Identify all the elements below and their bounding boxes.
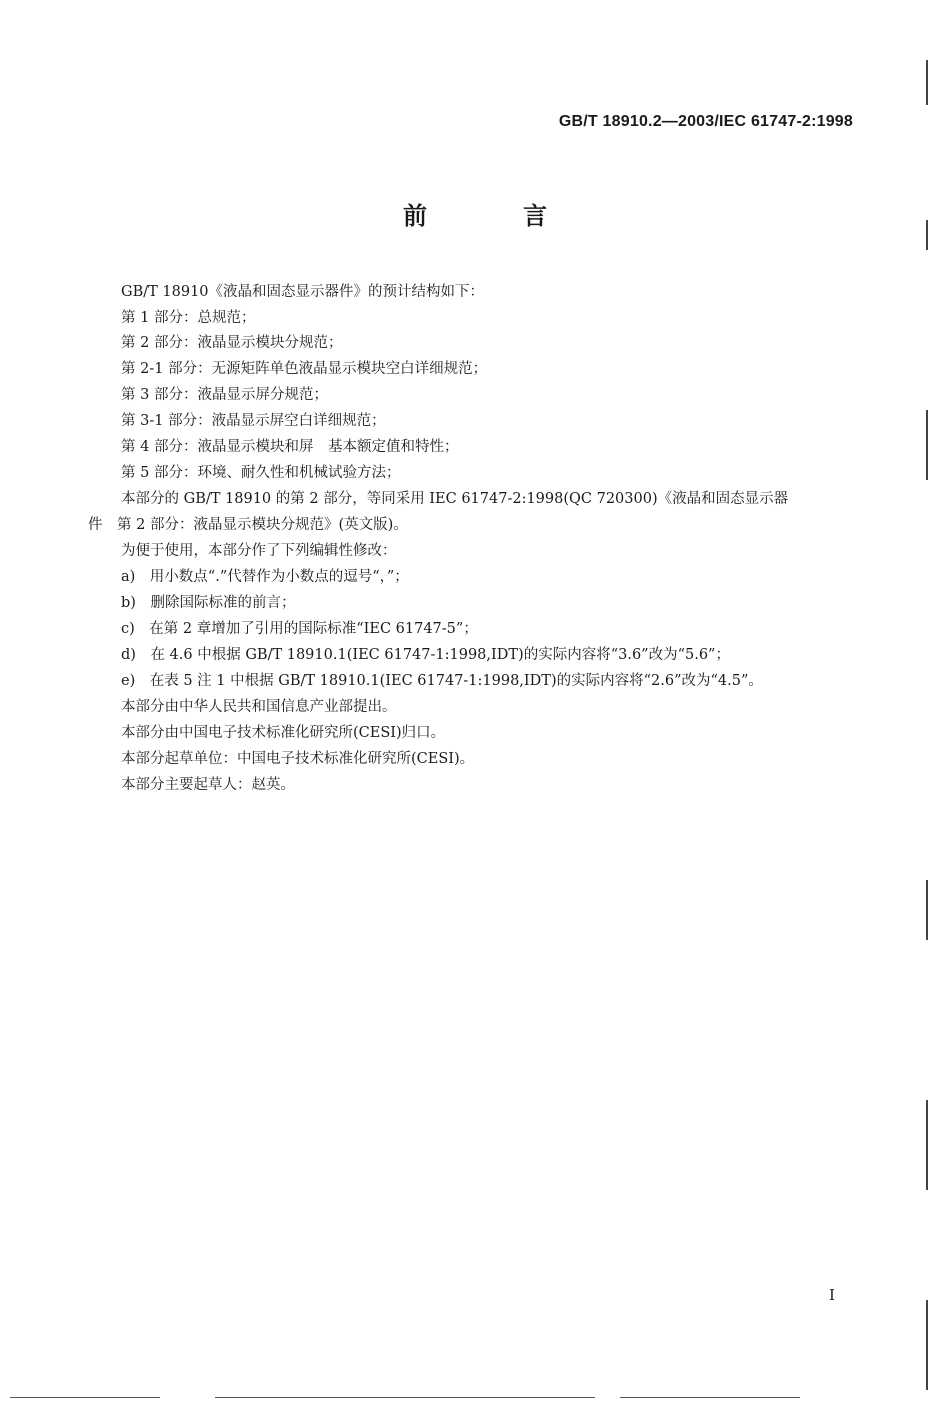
scan-bottom-line [620,1397,800,1398]
body-line: 第 2 部分：液晶显示模块分规范； [121,335,343,351]
list-item-a: a) 用小数点“.”代替作为小数点的逗号“，”； [121,569,409,585]
body-line: 本部分的 GB/T 18910 的第 2 部分，等同采用 IEC 61747-2:1998(QC 720300)《液晶和固态显示器 [121,491,789,507]
scan-edge-mark [926,220,928,250]
list-item-b: b) 删除国际标准的前言； [121,595,296,611]
body-line: 第 1 部分：总规范； [121,310,256,326]
scan-edge-mark [926,1300,928,1390]
body-line: 本部分起草单位：中国电子技术标准化研究所(CESI)。 [121,751,475,767]
body-line: 本部分由中国电子技术标准化研究所(CESI)归口。 [121,725,446,741]
scan-edge-mark [926,410,928,480]
list-item-c: c) 在第 2 章增加了引用的国际标准“IEC 61747-5”； [121,621,478,637]
body-line: 第 3 部分：液晶显示屏分规范； [121,387,328,403]
body-line: 为便于使用，本部分作了下列编辑性修改： [121,543,397,559]
standard-code: GB/T 18910.2—2003/IEC 61747-2:1998 [558,113,853,130]
body-line: 本部分主要起草人：赵英。 [121,777,295,793]
body-line: 第 4 部分：液晶显示模块和屏 基本额定值和特性； [121,439,459,455]
body-line: 第 2-1 部分：无源矩阵单色液晶显示模块空白详细规范； [121,361,488,377]
scan-edge-mark [926,1100,928,1190]
body-line: 本部分由中华人民共和国信息产业部提出。 [121,699,397,715]
scan-edge-mark [926,60,928,105]
body-line: GB/T 18910《液晶和固态显示器件》的预计结构如下： [121,284,485,300]
body-line: 第 5 部分：环境、耐久性和机械试验方法； [121,465,401,481]
body-line: 第 3-1 部分：液晶显示屏空白详细规范； [121,413,386,429]
scan-bottom-line [10,1397,160,1398]
list-item-e: e) 在表 5 注 1 中根据 GB/T 18910.1(IEC 61747-1:1998,IDT)的实际内容将“2.6”改为“4.5”。 [121,673,763,689]
body-line-continued: 件 第 2 部分：液晶显示模块分规范》(英文版)。 [88,517,408,533]
page-number: I [829,1286,835,1304]
scan-bottom-line [215,1397,595,1398]
list-item-d: d) 在 4.6 中根据 GB/T 18910.1(IEC 61747-1:1998,IDT)的实际内容将“3.6”改为“5.6”； [121,647,730,663]
scan-edge-mark [926,880,928,940]
page-title: 前 言 [403,202,583,230]
